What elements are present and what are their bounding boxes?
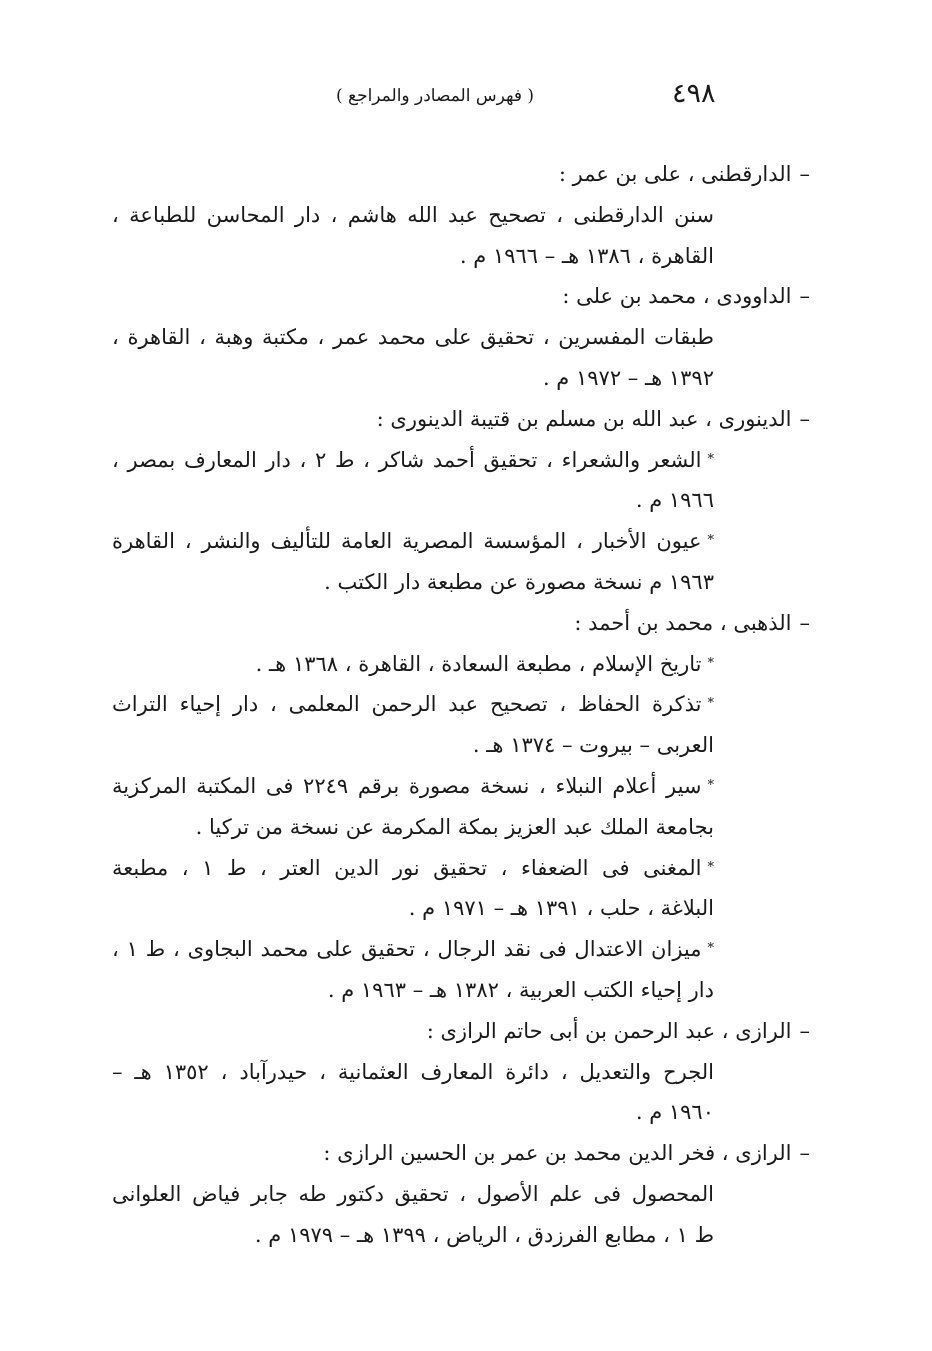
asterisk-marker: *	[707, 696, 714, 712]
work-text: ١٩٦٠ م .	[635, 1100, 714, 1125]
work-line	[112, 1174, 814, 1215]
work-line	[112, 562, 814, 603]
page-number: ٤٩٨	[672, 78, 716, 109]
work-line	[112, 848, 814, 889]
work-line	[112, 317, 814, 358]
work-text: الجرح والتعديل ، دائرة المعارف العثمانية ، حيدرآباد ، ١٣٥٢ هـ –	[112, 1059, 715, 1084]
asterisk-marker: *	[707, 655, 714, 671]
author-heading	[112, 603, 814, 644]
work-text: المحصول فى علم الأصول ، تحقيق دكتور طه جابر فياض العلوانى	[112, 1181, 714, 1206]
entry-dash: –	[799, 1141, 810, 1166]
work-text: الشعر والشعراء ، تحقيق أحمد شاكر ، ط ٢ ، دار المعارف بمصر ،	[112, 447, 702, 472]
work-text: سير أعلام النبلاء ، نسخة مصورة برقم ٢٢٤٩ فى المكتبة المركزية	[112, 773, 702, 798]
author-heading	[112, 1011, 814, 1052]
work-text: بجامعة الملك عبد العزيز بمكة المكرمة عن نسخة من تركيا .	[195, 814, 714, 839]
work-line	[112, 440, 814, 481]
work-line	[112, 807, 814, 848]
entry-dash: –	[799, 284, 810, 309]
work-text: البلاغة ، حلب ، ١٣٩١ هـ – ١٩٧١ م .	[408, 896, 714, 921]
work-line	[112, 521, 814, 562]
work-text: المغنى فى الضعفاء ، تحقيق نور الدين العتر ، ط ١ ، مطبعة	[112, 855, 702, 880]
work-line	[112, 1052, 814, 1093]
work-line	[112, 684, 814, 725]
work-text: القاهرة ، ١٣٨٦ هـ – ١٩٦٦ م .	[459, 243, 714, 268]
work-text: ميزان الاعتدال فى نقد الرجال ، تحقيق على محمد البجاوى ، ط ١ ،	[112, 937, 702, 962]
work-line	[112, 236, 814, 277]
entry-dash: –	[799, 610, 810, 635]
work-text: ١٩٦٦ م .	[635, 488, 714, 513]
work-text: ١٣٩٢ هـ – ١٩٧٢ م .	[542, 365, 714, 390]
work-line	[112, 1215, 814, 1256]
entry-dash: –	[799, 406, 810, 431]
work-line	[112, 195, 814, 236]
author-name: الداوودى ، محمد بن على :	[562, 284, 792, 309]
work-text: طبقات المفسرين ، تحقيق على محمد عمر ، مكتبة وهبة ، القاهرة ،	[112, 325, 714, 350]
author-name: الدينورى ، عبد الله بن مسلم بن قتيبة الدينورى :	[376, 406, 792, 431]
asterisk-marker: *	[707, 777, 714, 793]
work-text: دار إحياء الكتب العربية ، ١٣٨٢ هـ – ١٩٦٣ م .	[327, 977, 714, 1002]
asterisk-marker: *	[707, 451, 714, 467]
work-line	[112, 1092, 814, 1133]
author-heading	[112, 399, 814, 440]
work-text: سنن الدارقطنى ، تصحيح عبد الله هاشم ، دار المحاسن للطباعة ،	[112, 202, 714, 227]
author-heading	[112, 154, 814, 195]
running-title: ( فهرس المصادر والمراجع )	[335, 86, 534, 106]
author-name: الرازى ، فخر الدين محمد بن عمر بن الحسين الرازى :	[323, 1141, 792, 1166]
work-text: عيون الأخبار ، المؤسسة المصرية العامة للتأليف والنشر ، القاهرة	[112, 529, 702, 554]
author-heading	[112, 276, 814, 317]
entry-dash: –	[799, 162, 810, 186]
asterisk-marker: *	[707, 941, 714, 957]
asterisk-marker: *	[707, 533, 714, 549]
work-text: ١٩٦٣ م نسخة مصورة عن مطبعة دار الكتب .	[324, 569, 714, 594]
work-line	[112, 480, 814, 521]
author-name: الذهبى ، محمد بن أحمد :	[574, 610, 792, 635]
work-text: تذكرة الحفاظ ، تصحيح عبد الرحمن المعلمى ، دار إحياء التراث	[112, 692, 702, 717]
work-line	[112, 929, 814, 970]
work-line	[112, 358, 814, 399]
asterisk-marker: *	[707, 859, 714, 875]
work-text: ط ١ ، مطابع الفرزدق ، الرياض ، ١٣٩٩ هـ – ١٩٧٩ م .	[254, 1222, 714, 1247]
work-line	[112, 888, 814, 929]
author-name: الدارقطنى ، على بن عمر :	[558, 162, 792, 186]
work-text: تاريخ الإسلام ، مطبعة السعادة ، القاهرة ، ١٣٦٨ هـ .	[255, 651, 702, 676]
entry-dash: –	[799, 1018, 810, 1043]
work-text: العربى – بيروت – ١٣٧٤ هـ .	[472, 733, 714, 758]
work-line	[112, 725, 814, 766]
work-line	[112, 644, 814, 685]
bibliography-list	[112, 154, 814, 1256]
work-line	[112, 970, 814, 1011]
author-name: الرازى ، عبد الرحمن بن أبى حاتم الرازى :	[426, 1018, 792, 1043]
work-line	[112, 766, 814, 807]
author-heading	[112, 1133, 814, 1174]
